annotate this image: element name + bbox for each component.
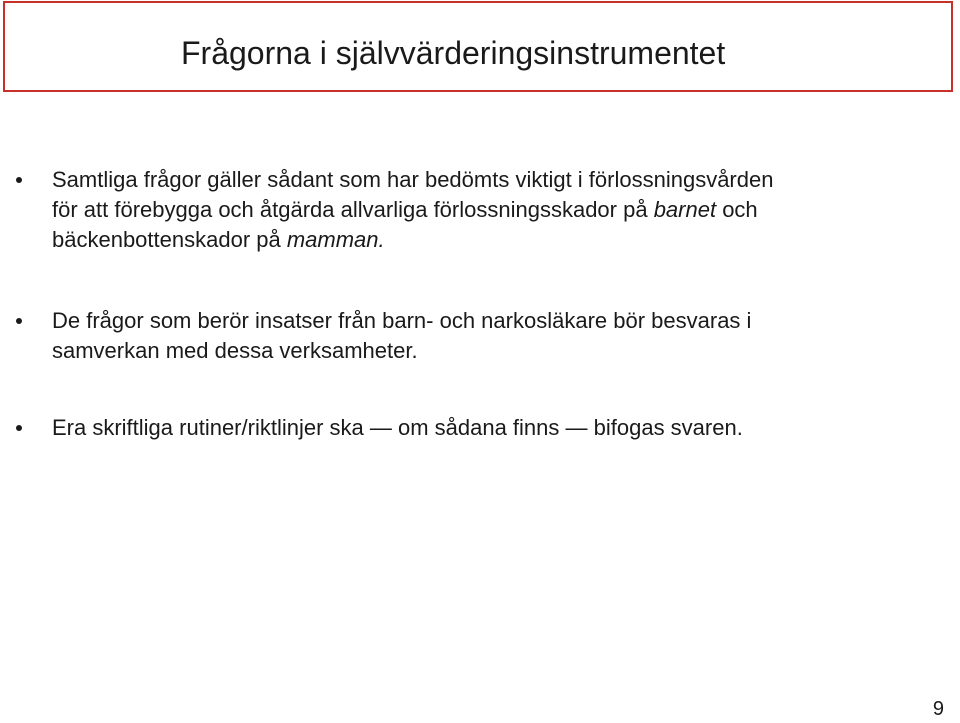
title-box bbox=[3, 1, 953, 92]
bullet-text-3 bbox=[52, 413, 743, 443]
bullet-2-line-1: De frågor som berör insatser från barn- och narkosläkare bör besvaras i bbox=[52, 308, 752, 333]
italic-mamman: mamman. bbox=[286, 227, 385, 252]
slide-title: Frågorna i självvärderingsinstrumentet bbox=[181, 35, 726, 71]
bullet-3-line-1: Era skriftliga rutiner/riktlinjer ska — om sådana finns — bifogas svaren. bbox=[52, 415, 743, 440]
page-number: 9 bbox=[932, 698, 944, 720]
bullet-1-line-2: för att förebygga och åtgärda allvarliga förlossningsskador på barnet och bbox=[52, 197, 758, 222]
bullet-1-line-1: Samtliga frågor gäller sådant som har bedömts viktigt i förlossningsvården bbox=[52, 167, 774, 192]
bullet-dot-icon bbox=[16, 177, 22, 183]
italic-barnet: barnet bbox=[653, 197, 717, 222]
bullet-text-1 bbox=[52, 165, 773, 255]
bullet-2-line-2: samverkan med dessa verksamheter. bbox=[52, 338, 418, 363]
bullet-dot-icon bbox=[16, 318, 22, 324]
bullet-text-2 bbox=[52, 306, 751, 366]
bullet-dot-icon bbox=[16, 425, 22, 431]
bullet-1-line-3: bäckenbottenskador på mamman. bbox=[52, 227, 385, 252]
